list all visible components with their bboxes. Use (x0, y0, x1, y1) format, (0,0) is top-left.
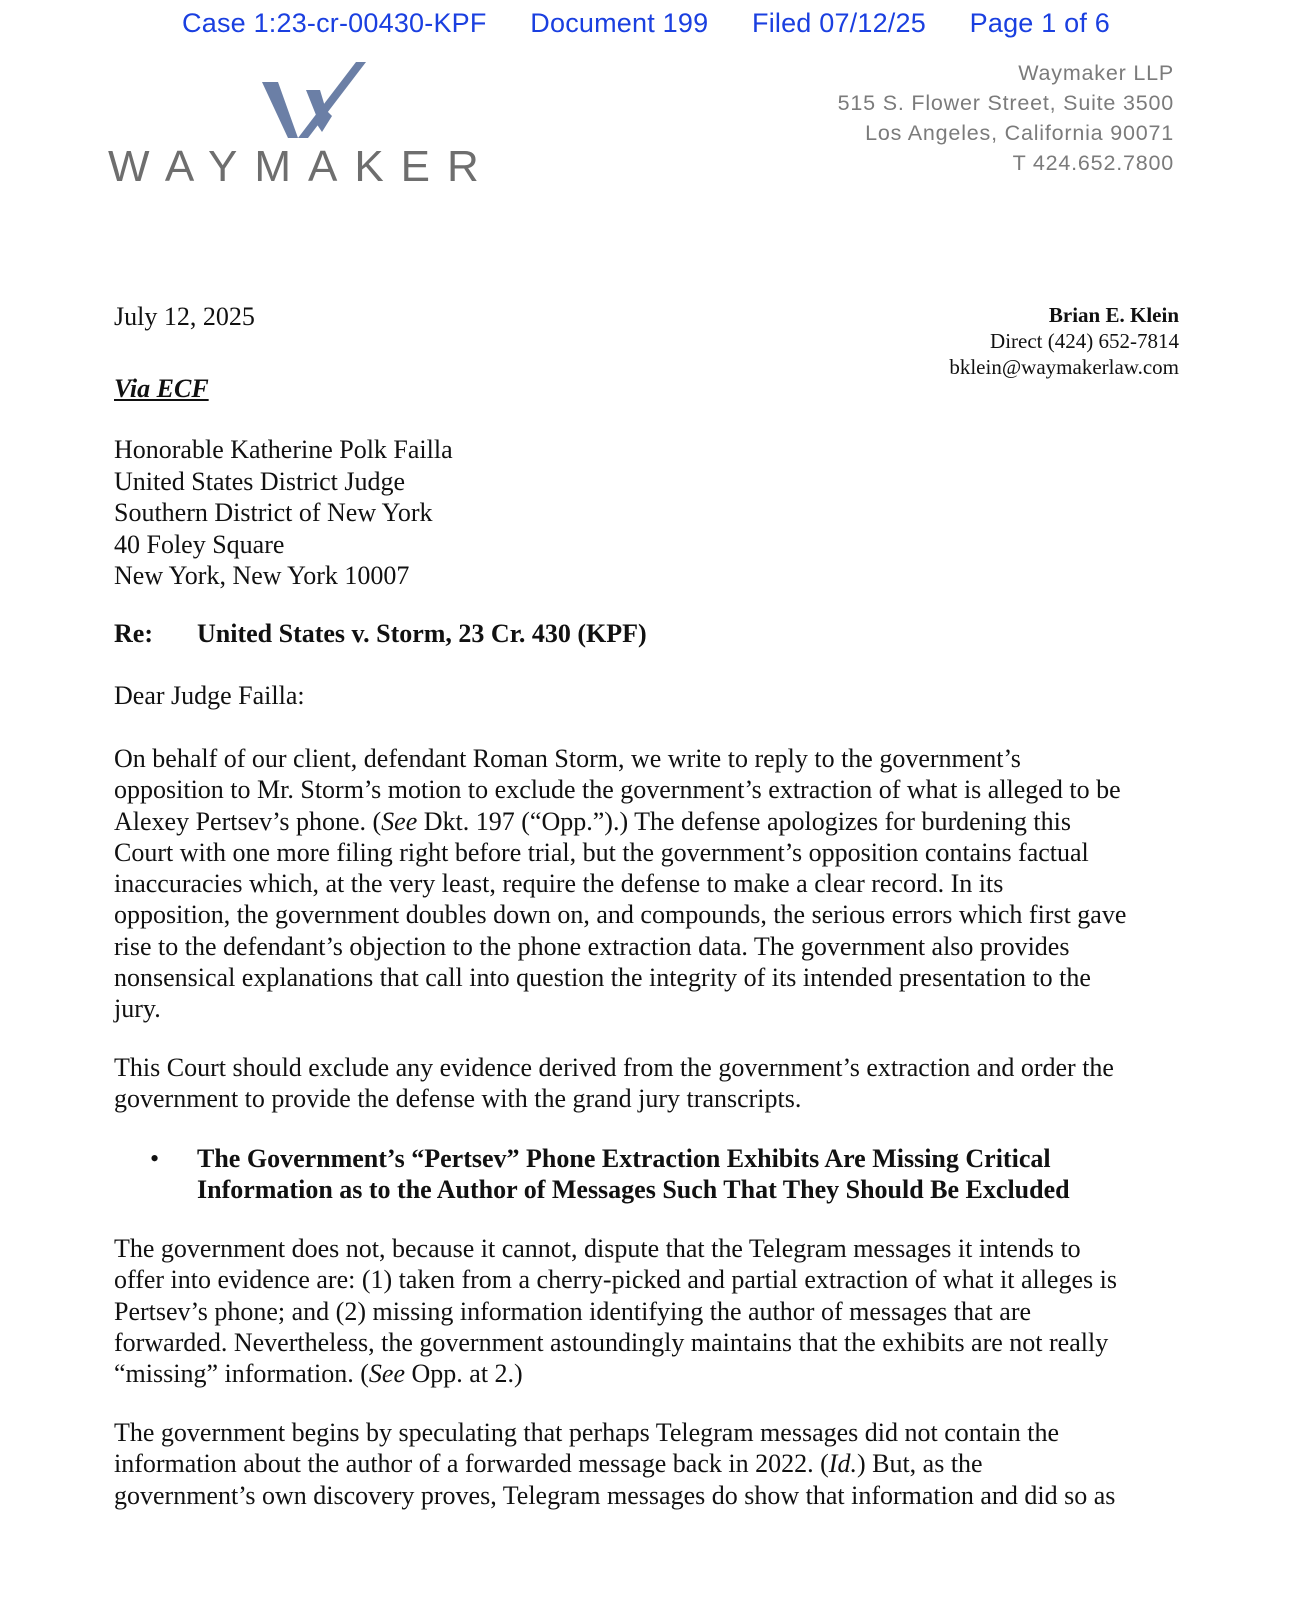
addressee-line: 40 Foley Square (114, 529, 285, 559)
re-label: Re: (114, 619, 153, 648)
addressee-line: Honorable Katherine Polk Failla (114, 435, 453, 464)
text-segment: information about the author of a forwarded message back in 2022. ( (114, 1449, 829, 1479)
citation-signal: Id. (828, 1449, 857, 1479)
text-line: nonsensical explanations that call into question the integrity of its intended presentation to the (114, 963, 1091, 993)
text-line: Court with one more filing right before trial, but the government’s opposition contains factual (114, 837, 1089, 867)
text-line: opposition, the government doubles down on, and compounds, the serious errors which first gave (114, 900, 1127, 930)
paragraph-request (114, 1052, 1180, 1115)
firm-phone: T 424.652.7800 (1012, 151, 1174, 175)
case-number: Case 1:23-cr-00430-KPF (182, 8, 487, 38)
paragraph-dispute (114, 1233, 1180, 1389)
text-line: jury. (114, 994, 161, 1024)
firm-name: Waymaker LLP (1018, 61, 1174, 85)
citation-signal: See (368, 1359, 405, 1389)
sender-direct-phone: Direct (424) 652-7814 (990, 329, 1179, 353)
addressee-line: New York, New York 10007 (114, 561, 410, 590)
text-line: This Court should exclude any evidence derived from the government’s extraction and order the (114, 1053, 1114, 1082)
waymaker-logo (108, 58, 538, 191)
paragraph-speculation (114, 1417, 1180, 1511)
text-line: rise to the defendant’s objection to the phone extraction data. The government also provides (114, 931, 1070, 961)
salutation: Dear Judge Failla: (114, 681, 305, 710)
text-segment: Opp. at 2.) (405, 1359, 523, 1389)
text-line: opposition to Mr. Storm’s motion to exclude the government’s extraction of what is alleged to be (114, 775, 1121, 805)
section-heading (197, 1143, 1187, 1206)
firm-address-block (838, 58, 1174, 178)
text-line: The government does not, because it cannot, dispute that the Telegram messages it intends to (114, 1234, 1081, 1263)
text-line: forwarded. Nevertheless, the government astoundingly maintains that the exhibits are not really (114, 1327, 1109, 1357)
paragraph-intro (114, 743, 1180, 1025)
citation-signal: See (381, 806, 418, 836)
page-indicator: Page 1 of 6 (969, 8, 1110, 38)
text-segment: ) But, as the (856, 1449, 983, 1479)
text-line: The government begins by speculating that perhaps Telegram messages did not contain the (114, 1418, 1060, 1447)
text-segment: Dkt. 197 (“Opp.”).) The defense apologizes for burdening this (417, 806, 1071, 836)
logo-wordmark: WAYMAKER (108, 142, 496, 191)
firm-city: Los Angeles, California 90071 (865, 121, 1174, 145)
addressee-line: United States District Judge (114, 466, 406, 496)
heading-line: The Government’s “Pertsev” Phone Extraction Exhibits Are Missing Critical (197, 1144, 1051, 1173)
addressee-block (114, 434, 453, 592)
text-line (114, 1358, 1180, 1389)
text-line: Pertsev’s phone; and (2) missing information identifying the author of messages that are (114, 1296, 1032, 1326)
text-line: government to provide the defense with the grand jury transcripts. (114, 1084, 802, 1114)
sender-block (949, 302, 1179, 380)
text-line: government’s own discovery proves, Telegram messages do show that information and did so as (114, 1480, 1116, 1510)
text-segment: “missing” information. ( (114, 1359, 369, 1389)
text-line: inaccuracies which, at the very least, require the defense to make a clear record. In its (114, 869, 1004, 899)
text-line: On behalf of our client, defendant Roman Storm, we write to reply to the government’s (114, 744, 1021, 773)
text-line (114, 1448, 1180, 1479)
ecf-filing-header (0, 8, 1292, 39)
text-segment: Alexey Pertsev’s phone. ( (114, 806, 382, 836)
filed-date: Filed 07/12/25 (752, 8, 926, 38)
letter-date: July 12, 2025 (114, 302, 255, 331)
sender-email: bklein@waymakerlaw.com (949, 355, 1179, 379)
sender-name: Brian E. Klein (1048, 303, 1179, 327)
addressee-line: Southern District of New York (114, 498, 433, 527)
heading-line: Information as to the Author of Messages Such That They Should Be Excluded (197, 1175, 1070, 1205)
re-case-caption: United States v. Storm, 23 Cr. 430 (KPF) (197, 619, 647, 648)
document-number: Document 199 (530, 8, 709, 38)
bullet-icon: • (150, 1144, 160, 1173)
firm-street: 515 S. Flower Street, Suite 3500 (837, 91, 1174, 115)
text-line (114, 806, 1180, 837)
delivery-method: Via ECF (114, 374, 209, 403)
text-line: offer into evidence are: (1) taken from a cherry-picked and partial extraction of what it alleges is (114, 1265, 1117, 1295)
waymaker-w-mark-icon (258, 60, 378, 142)
re-line (114, 619, 647, 649)
